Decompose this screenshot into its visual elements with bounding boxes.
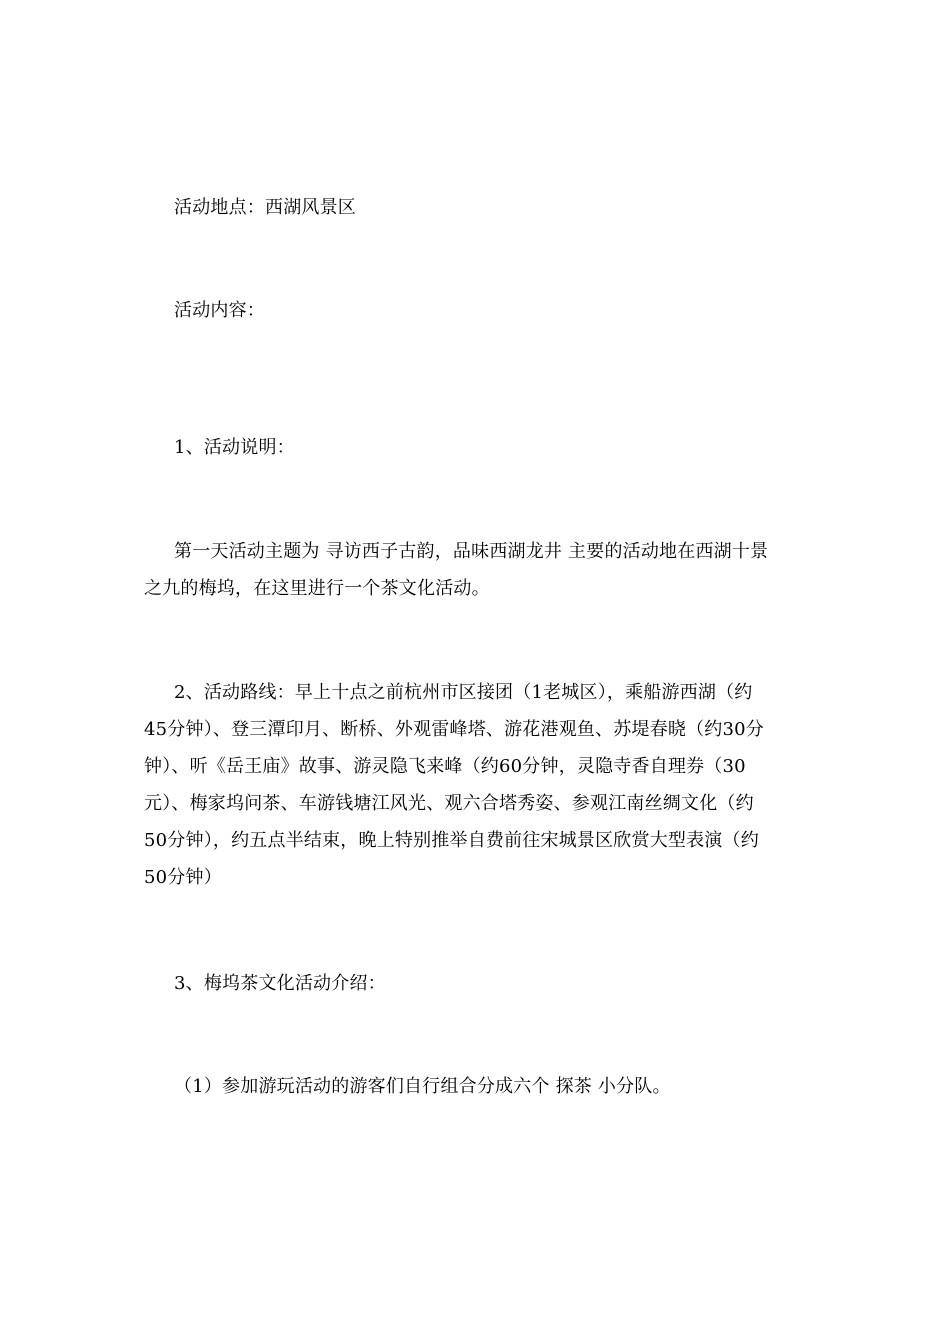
section2-line-3: 钟）、听《岳王庙》故事、游灵隐飞来峰（约60分钟，灵隐寺香自理券（30 <box>144 756 746 777</box>
section1-paragraph <box>144 533 768 607</box>
section2-line-2: 45分钟）、登三潭印月、断桥、外观雷峰塔、游花港观鱼、苏堤春晓（约30分 <box>144 719 765 740</box>
section2-paragraph <box>144 674 764 896</box>
section3-heading: 3、梅坞茶文化活动介绍： <box>174 973 386 994</box>
section2-line-6: 50分钟） <box>144 867 222 888</box>
section1-heading: 1、活动说明： <box>174 437 295 458</box>
content-label: 活动内容： <box>174 300 265 321</box>
section1-line-2: 之九的梅坞，在这里进行一个茶文化活动。 <box>144 578 490 599</box>
section2-line-5: 50分钟），约五点半结束，晚上特别推举自费前往宋城景区欣赏大型表演（约 <box>144 830 759 851</box>
section1-line-1: 第一天活动主题为 寻访西子古韵，品味西湖龙井 主要的活动地在西湖十景 <box>174 541 769 562</box>
section3-item-1: （1）参加游玩活动的游客们自行组合分成六个 探茶 小分队。 <box>174 1076 671 1097</box>
section2-line-1: 2、活动路线：早上十点之前杭州市区接团（1老城区），乘船游西湖（约 <box>174 682 753 703</box>
location-line: 活动地点：西湖风景区 <box>174 197 356 218</box>
section2-line-4: 元）、梅家坞问茶、车游钱塘江风光、观六合塔秀姿、参观江南丝绸文化（约 <box>144 793 754 814</box>
